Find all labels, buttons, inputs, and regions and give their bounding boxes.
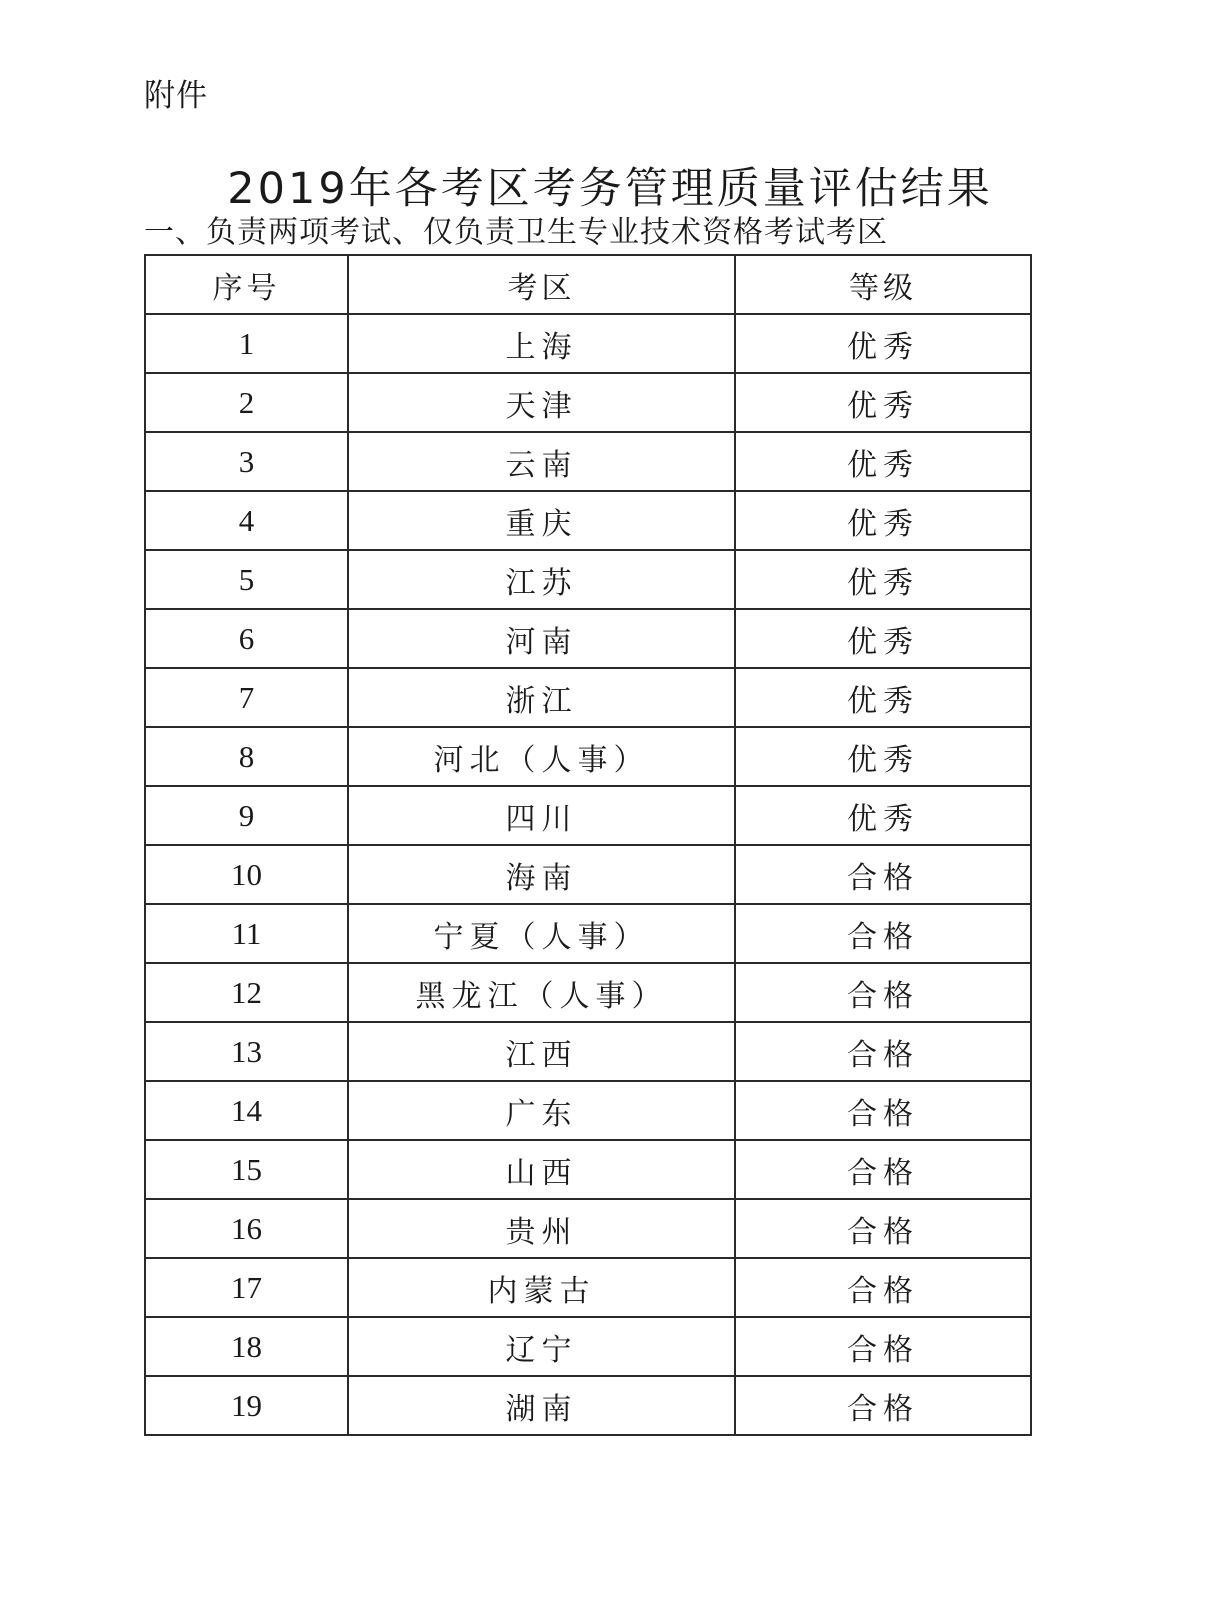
- row-grade: 合格: [735, 1140, 1031, 1199]
- table-row: [145, 668, 1031, 727]
- header-grade: 等级: [735, 255, 1031, 314]
- table-row: [145, 432, 1031, 491]
- row-grade: 优秀: [735, 668, 1031, 727]
- row-area: 重庆: [348, 491, 735, 550]
- attachment-label: 附件: [144, 78, 208, 114]
- table-row: [145, 491, 1031, 550]
- row-grade: 优秀: [735, 432, 1031, 491]
- row-index: 9: [145, 786, 348, 845]
- row-index: 8: [145, 727, 348, 786]
- row-index: 6: [145, 609, 348, 668]
- table-row: [145, 1022, 1031, 1081]
- table-row: [145, 904, 1031, 963]
- page-title: 2019年各考区考务管理质量评估结果: [227, 163, 993, 214]
- table-row: [145, 1199, 1031, 1258]
- row-area: 四川: [348, 786, 735, 845]
- table-row: [145, 963, 1031, 1022]
- row-index: 2: [145, 373, 348, 432]
- header-index: 序号: [145, 255, 348, 314]
- row-area: 河北（人事）: [348, 727, 735, 786]
- table-header-row: [145, 255, 1031, 314]
- results-table: [144, 254, 1032, 1436]
- row-grade: 合格: [735, 1199, 1031, 1258]
- table-row: [145, 1081, 1031, 1140]
- table-body: [145, 314, 1031, 1435]
- row-index: 18: [145, 1317, 348, 1376]
- row-grade: 合格: [735, 845, 1031, 904]
- row-area: 河南: [348, 609, 735, 668]
- row-area: 内蒙古: [348, 1258, 735, 1317]
- row-index: 19: [145, 1376, 348, 1435]
- row-grade: 优秀: [735, 786, 1031, 845]
- row-area: 山西: [348, 1140, 735, 1199]
- row-grade: 合格: [735, 1258, 1031, 1317]
- table-row: [145, 1140, 1031, 1199]
- row-area: 江苏: [348, 550, 735, 609]
- row-index: 11: [145, 904, 348, 963]
- row-index: 5: [145, 550, 348, 609]
- row-index: 13: [145, 1022, 348, 1081]
- table-row: [145, 786, 1031, 845]
- row-index: 1: [145, 314, 348, 373]
- row-area: 浙江: [348, 668, 735, 727]
- header-area: 考区: [348, 255, 735, 314]
- row-area: 广东: [348, 1081, 735, 1140]
- row-grade: 优秀: [735, 314, 1031, 373]
- table-row: [145, 550, 1031, 609]
- row-index: 14: [145, 1081, 348, 1140]
- table-row: [145, 373, 1031, 432]
- row-grade: 合格: [735, 1317, 1031, 1376]
- row-grade: 优秀: [735, 550, 1031, 609]
- row-grade: 合格: [735, 904, 1031, 963]
- table-row: [145, 1376, 1031, 1435]
- section-heading: 一、负责两项考试、仅负责卫生专业技术资格考试考区: [144, 215, 888, 250]
- row-index: 12: [145, 963, 348, 1022]
- table-row: [145, 609, 1031, 668]
- row-area: 海南: [348, 845, 735, 904]
- row-area: 天津: [348, 373, 735, 432]
- row-area: 湖南: [348, 1376, 735, 1435]
- row-area: 江西: [348, 1022, 735, 1081]
- row-area: 黑龙江（人事）: [348, 963, 735, 1022]
- row-index: 15: [145, 1140, 348, 1199]
- row-grade: 合格: [735, 963, 1031, 1022]
- table-row: [145, 845, 1031, 904]
- row-index: 7: [145, 668, 348, 727]
- row-area: 宁夏（人事）: [348, 904, 735, 963]
- row-grade: 优秀: [735, 373, 1031, 432]
- row-grade: 优秀: [735, 727, 1031, 786]
- row-grade: 合格: [735, 1081, 1031, 1140]
- row-index: 10: [145, 845, 348, 904]
- row-index: 16: [145, 1199, 348, 1258]
- row-area: 贵州: [348, 1199, 735, 1258]
- row-area: 上海: [348, 314, 735, 373]
- row-area: 云南: [348, 432, 735, 491]
- table-row: [145, 727, 1031, 786]
- row-index: 17: [145, 1258, 348, 1317]
- row-area: 辽宁: [348, 1317, 735, 1376]
- row-grade: 合格: [735, 1022, 1031, 1081]
- row-grade: 合格: [735, 1376, 1031, 1435]
- row-grade: 优秀: [735, 609, 1031, 668]
- row-index: 3: [145, 432, 348, 491]
- table-row: [145, 1317, 1031, 1376]
- table-row: [145, 1258, 1031, 1317]
- row-grade: 优秀: [735, 491, 1031, 550]
- row-index: 4: [145, 491, 348, 550]
- table-row: [145, 314, 1031, 373]
